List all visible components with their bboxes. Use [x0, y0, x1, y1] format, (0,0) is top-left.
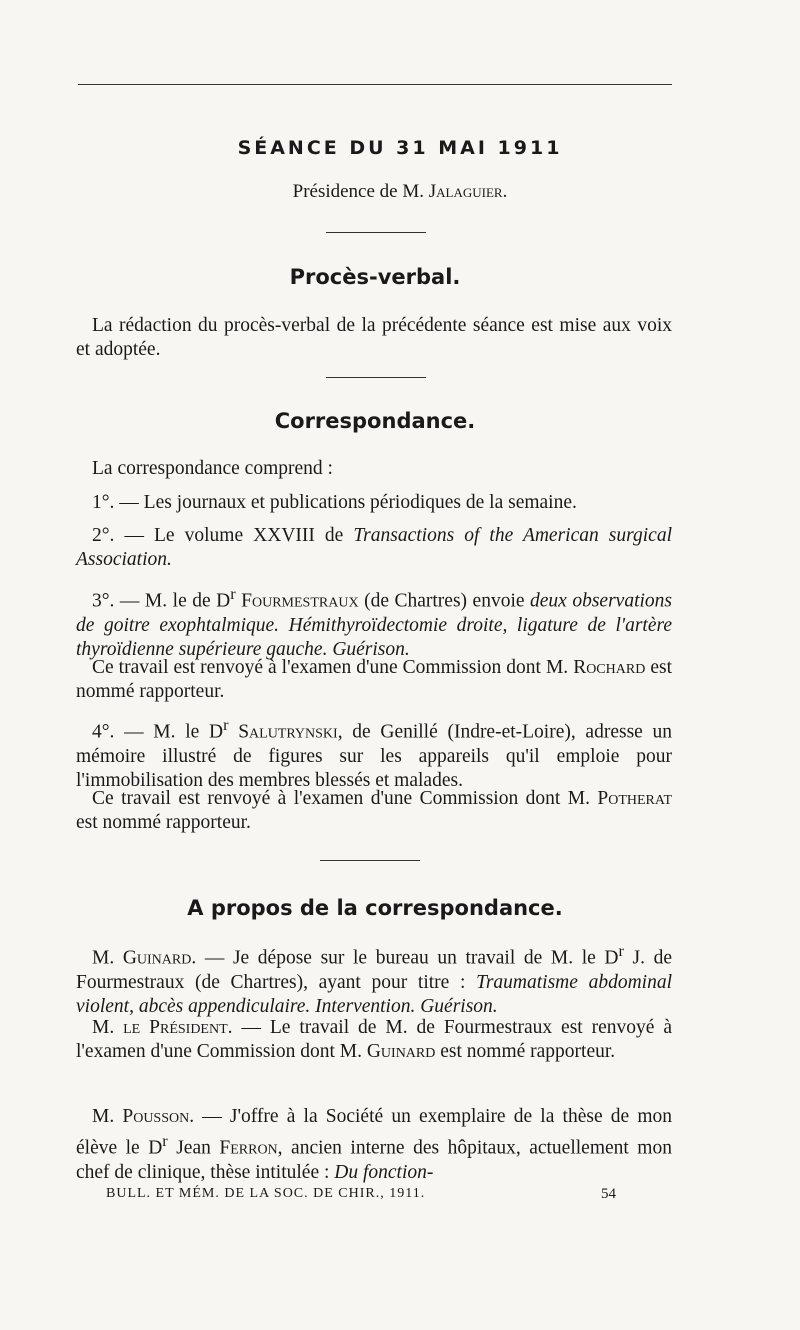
presidence-prefix: Présidence de M. — [292, 181, 429, 202]
a-propos-president — [76, 1016, 672, 1064]
item-3-rapporteur: Rochard — [573, 657, 646, 678]
p2-rapporteur: Guinard — [366, 1041, 436, 1062]
presidence-line — [0, 181, 800, 203]
p1-text-2: J. de Fourmestraux (de Chartres), ayant pour titre : — [76, 947, 672, 993]
item-3-sup: r — [230, 585, 236, 603]
correspondance-item-4-followup — [76, 787, 672, 835]
item-4-followup-prefix: Ce travail est renvoyé à l'examen d'une Commission dont M. — [92, 788, 598, 809]
correspondance-item-4 — [76, 713, 672, 793]
page-title: SÉANCE DU 31 MAI 1911 — [237, 137, 563, 159]
item-3-followup-suffix: est nommé rapporteur. — [76, 657, 672, 702]
footer-journal: BULL. ET MÉM. DE LA SOC. DE CHIR., 1911. — [106, 1186, 426, 1201]
correspondance-item-2 — [76, 524, 672, 572]
separator-rule — [326, 232, 426, 233]
president-name: Jalaguier — [428, 181, 503, 202]
separator-rule — [320, 860, 420, 861]
speaker-president: M. le Président. — [92, 1017, 233, 1038]
correspondance-item-3-followup — [76, 656, 672, 704]
item-2-prefix: 2°. — Le volume XXVIII de — [92, 525, 354, 546]
p1-sup: r — [618, 942, 624, 960]
p3-text-2: Jean — [167, 1137, 220, 1159]
p2-text-1: — Le travail de M. de Fourmestraux est renvoyé à l'examen d'une Commission dont M. — [76, 1017, 672, 1062]
p3-text-1: — J'offre à la Société un exemplaire de la thèse de mon élève le D — [76, 1106, 672, 1159]
p3-sup: r — [162, 1132, 168, 1150]
page-number: 54 — [601, 1186, 616, 1202]
correspondance-intro: La correspondance comprend : — [92, 458, 333, 479]
a-propos-guinard — [76, 939, 672, 1019]
p3-title: Du fonction- — [334, 1161, 434, 1183]
p3-student-name: Ferron — [219, 1137, 278, 1159]
item-3-followup-prefix: Ce travail est renvoyé à l'examen d'une Commission dont M. — [92, 657, 574, 678]
presidence-suffix: . — [502, 181, 508, 202]
separator-rule — [326, 377, 426, 378]
item-4-followup-suffix: est nommé rapporteur. — [76, 812, 251, 833]
item-4-author: Salutrynski — [238, 721, 338, 743]
speaker-pousson: M. Pousson. — [92, 1106, 195, 1127]
correspondance-item-3 — [76, 582, 672, 662]
p2-text-2: est nommé rapporteur. — [435, 1041, 616, 1062]
speaker-guinard: M. Guinard. — [92, 947, 197, 969]
top-rule — [78, 84, 672, 85]
item-3-author: Fourmestraux — [241, 590, 359, 612]
heading-a-propos: A propos de la correspondance. — [187, 896, 563, 920]
item-2-title: Transactions of the American surgical Association. — [76, 525, 672, 570]
page-footer — [106, 1186, 616, 1202]
item-4-rapporteur: Potherat — [597, 788, 672, 809]
p1-title: Traumatisme abdominal violent, abcès appendiculaire. Intervention. Guérison. — [76, 971, 672, 1017]
item-3-prefix: 3°. — M. le de D — [92, 590, 231, 612]
p1-text-1: — Je dépose sur le bureau un travail de M. le D — [196, 947, 619, 969]
p3-text-3: , ancien interne des hôpitaux, actuellement mon chef de clinique, thèse intitulée : — [76, 1137, 672, 1183]
correspondance-item-1: 1°. — Les journaux et publications périodiques de la semaine. — [92, 492, 577, 513]
heading-correspondance: Correspondance. — [274, 409, 476, 433]
item-4-prefix: 4°. — M. le D — [92, 721, 224, 743]
item-4-sup: r — [223, 716, 229, 734]
item-3-title: deux observations de goitre exophtalmique. Hémithyroïdectomie droite, ligature de l'artère thyroïdienne supérieure gauche. Guérison. — [76, 590, 673, 660]
item-3-mid: (de Chartres) envoie — [358, 590, 531, 612]
heading-proces-verbal: Procès-verbal. — [289, 265, 461, 289]
a-propos-pousson — [76, 1105, 672, 1185]
item-4-rest: , de Genillé (Indre-et-Loire), adresse un mémoire illustré de figures sur les appareils qu'il emploie pour l'immobilisation des membres blessés et malades. — [76, 721, 673, 791]
proces-verbal-text: La rédaction du procès-verbal de la précédente séance est mise aux voix et adoptée. — [76, 315, 672, 360]
